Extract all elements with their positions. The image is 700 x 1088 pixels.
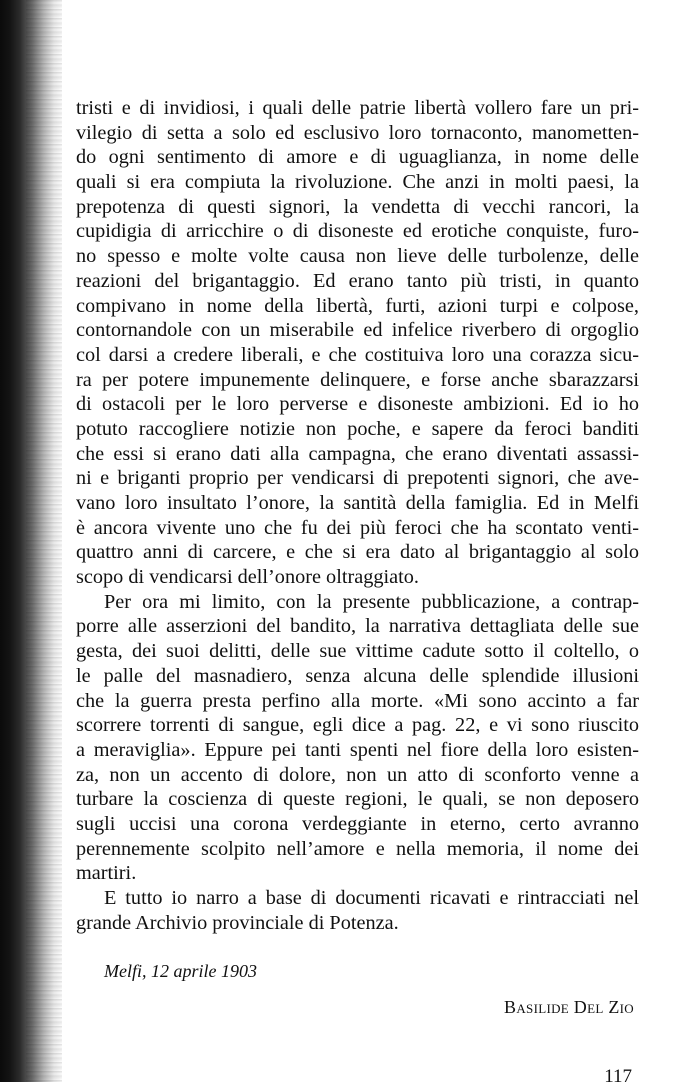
text-line: quattro anni di carcere, e che si era dato al brigantaggio al solo (76, 541, 639, 564)
text-line: turbare la coscienza di queste regioni, le quali, se non deposero (76, 788, 639, 811)
text-line: gesta, dei suoi delitti, delle sue vittime cadute sotto il coltello, o (76, 640, 639, 663)
text-line: scorrere torrenti di sangue, egli dice a pag. 22, e vi sono riuscito (76, 714, 639, 737)
text-line: prepotenza di questi signori, la vendetta di vecchi rancori, la (76, 195, 639, 218)
text-line: E tutto io narro a base di documenti ricavati e rintracciati nel (104, 887, 639, 909)
text-line: potuto raccogliere notizie non poche, e sapere da feroci banditi (76, 417, 639, 440)
text-line: è ancora vivente uno che fu dei più feroci che ha scontato venti- (76, 516, 639, 539)
text-line: vilegio di setta a solo ed esclusivo loro tornaconto, manometten- (76, 121, 639, 144)
body-text (76, 96, 639, 935)
author-signature: Basilide Del Zio (504, 997, 634, 1017)
text-line: do ogni sentimento di amore e di uguaglianza, in nome delle (76, 146, 639, 169)
text-line: za, non un accento di dolore, non un atto di sconforto venne a (76, 763, 639, 786)
text-line: contornandole con un miserabile ed infelice riverbero di orgoglio (76, 319, 639, 342)
text-line: le palle del masnadiero, senza alcuna delle splendide illusioni (76, 664, 639, 687)
text-line: compivano in nome della libertà, furti, azioni turpi e colpose, (76, 294, 639, 317)
page-number: 117 (604, 1066, 632, 1087)
text-line: quali si era compiuta la rivoluzione. Che anzi in molti paesi, la (76, 171, 639, 194)
text-line: perennemente scolpito nell’amore e nella memoria, il nome dei (76, 837, 639, 860)
text-line: che essi si erano dati alla campagna, che erano diventati assassi- (76, 442, 639, 465)
text-line: Per ora mi limito, con la presente pubblicazione, a contrap- (104, 590, 639, 613)
text-line: reazioni del brigantaggio. Ed erano tanto più tristi, in quanto (76, 269, 639, 292)
text-line: cupidigia di arricchire o di disoneste ed erotiche conquiste, furo- (76, 220, 639, 243)
text-line: vano loro insultato l’onore, la santità della famiglia. Ed in Melfi (76, 492, 639, 514)
text-line: martiri. (76, 862, 137, 885)
dateline: Melfi, 12 aprile 1903 (104, 961, 257, 981)
text-line: scopo di vendicarsi dell’onore oltraggiato. (76, 566, 419, 589)
text-line: ni e briganti proprio per vendicarsi di prepotenti signori, che ave- (76, 467, 639, 490)
text-line: ra per potere impunemente delinquere, e forse anche sbarazzarsi (76, 368, 639, 391)
text-line: che la guerra presta perfino alla morte. «Mi sono accinto a far (76, 689, 639, 712)
text-line: porre alle asserzioni del bandito, la narrativa dettagliata delle sue (76, 615, 639, 638)
book-gutter-texture (26, 0, 62, 1082)
text-line: grande Archivio provinciale di Potenza. (76, 911, 399, 934)
text-line: a meraviglia». Eppure pei tanti spenti nel fiore della loro esisten- (76, 738, 639, 761)
text-line: di ostacoli per le loro perverse e disoneste ambizioni. Ed io ho (76, 393, 639, 416)
text-line: tristi e di invidiosi, i quali delle patrie libertà vollero fare un pri- (76, 97, 639, 119)
text-line: col darsi a credere liberali, e che costituiva loro una corazza sicu- (76, 343, 639, 366)
text-line: no spesso e molte volte causa non lieve delle turbolenze, delle (76, 245, 639, 268)
text-line: sugli uccisi una corona verdeggiante in eterno, certo avranno (76, 812, 639, 835)
